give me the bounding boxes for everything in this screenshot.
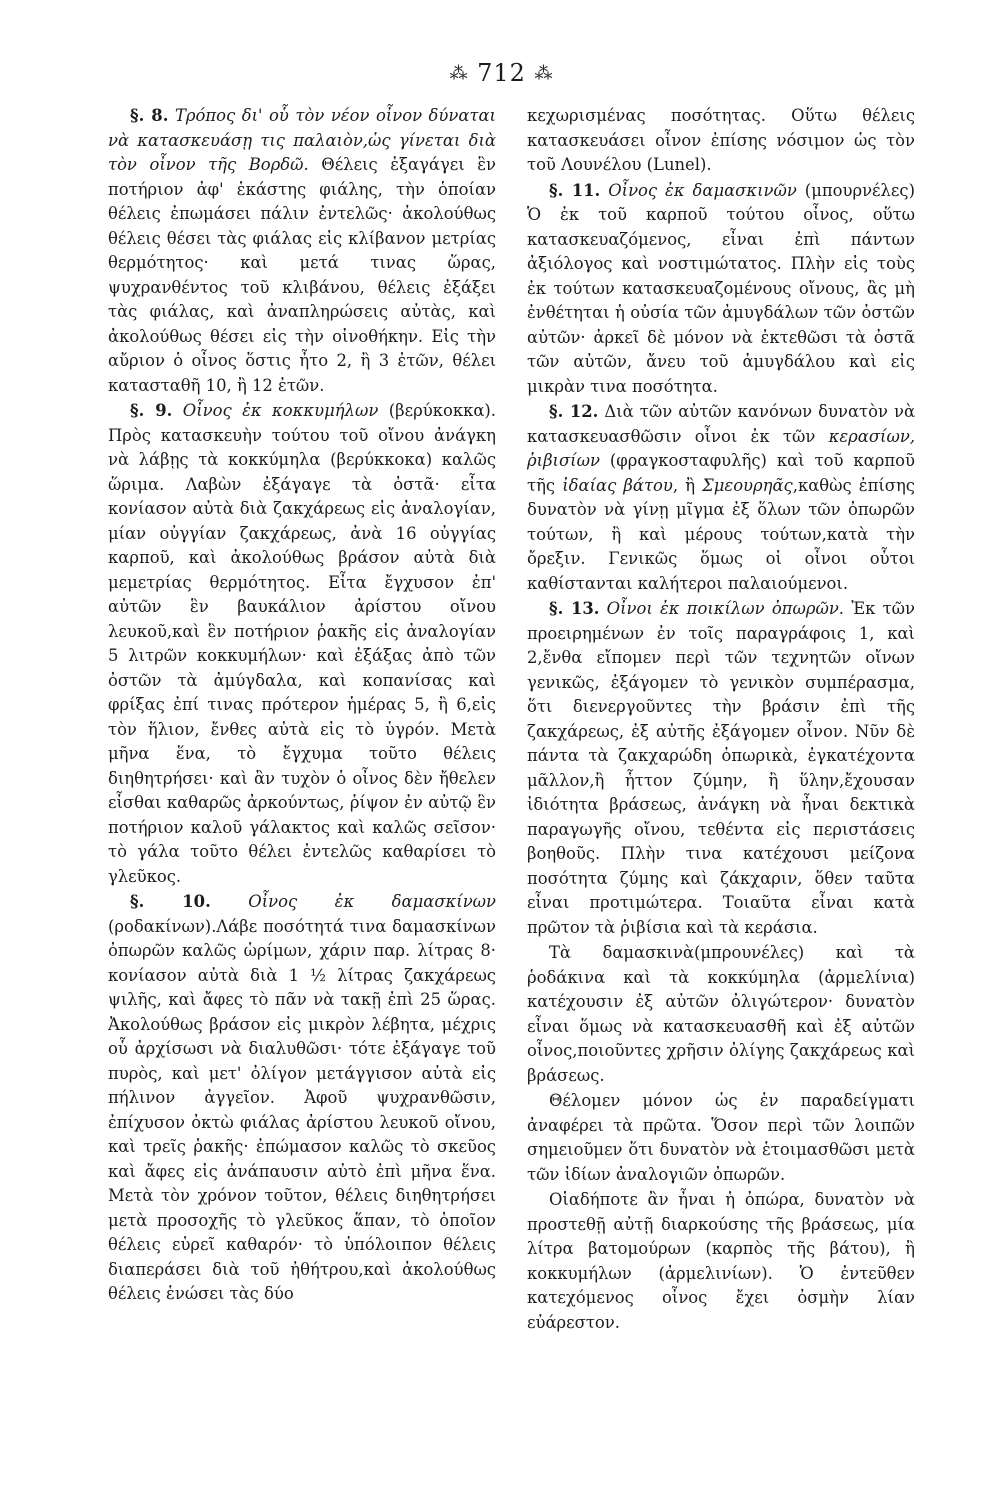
paragraph-text: (ροδακίνων).Λάβε ποσότητά τινα δαμασκίνων ὀπωρῶν καλῶς ὡρίμων, χάριν παρ. λίτρας 8· κονίασον αὐτὰ διὰ 1 ½ λίτρας ζακχάρεως ψιλῆς, καὶ ἄφες τὸ πᾶν νὰ τακῇ ἐπὶ 25 ὥρας. Ἀκολούθως βράσον εἰς μικρὸν λέβητα, μέχρις οὗ ἀρχίσωσι νὰ διαλυθῶσι· τότε ἐξάγαγε τοῦ πυρὸς, καὶ μετ' ὀλίγον μετάγγισον αὐτὰ εἰς πήλινον ἀγγεῖον. Ἀφοῦ ψυχρανθῶσιν, ἐπίχυσον ὀκτὼ φιάλας ἀρίστου λευκοῦ οἴνου, καὶ τρεῖς ῥακῆς· ἐπώμασον καλῶς τὸ σκεῦος καὶ ἄφες εἰς ἀνάπαυσιν αὐτὸ ἐπὶ μῆνα ἕνα. Μετὰ τὸν χρόνον τοῦτον, θέλεις διηθητρήσει μετὰ προσοχῆς τὸ γλεῦκος ἅπαν, τὸ ὁποῖον θέλεις εὑρεῖ καθαρόν· τὸ ὑπόλοιπον θέλεις διαπεράσει διὰ τοῦ ἠθήτρου,καὶ ἀκολούθως θέλεις ἑνώσει τὰς δύο	[108, 916, 496, 1303]
paragraph-text: Τὰ δαμασκινὰ(μπρουνέλες) καὶ τὰ ῥοδάκινα καὶ τὰ κοκκύμηλα (ἀρμελίνια) κατέχουσιν ἐξ αὐτῶν ὀλιγώτερον· δυνατὸν εἶναι ὅμως νὰ κατασκευασθῆ καὶ ἐξ αὐτῶν οἶνος,ποιοῦντες χρῆσιν ὀλίγης ζακχάρεως καὶ βράσεως.	[527, 943, 915, 1085]
paragraph-section-9	[108, 399, 496, 889]
paragraph-example	[527, 1089, 915, 1187]
paragraph-text: Θέλομεν μόνον ὡς ἐν παραδείγματι ἀναφέρει τὰ πρῶτα. Ὅσον περὶ τῶν λοιπῶν σημειοῦμεν ὅτι δυνατὸν νὰ ἑτοιμασθῶσι μετὰ τῶν ἰδίων ἀναλογιῶν ὀπωρῶν.	[527, 1091, 915, 1184]
left-column	[108, 104, 496, 1308]
italic-term: ἰδαίας βάτου	[562, 475, 673, 495]
paragraph-continuation	[527, 104, 915, 178]
paragraph-section-13	[527, 597, 915, 940]
paragraph-text: Ἐκ τῶν προειρημένων ἐν τοῖς παραγράφοις 1, καὶ 2,ἔνθα εἴπομεν περὶ τῶν τεχνητῶν οἴνων γενικῶς, ἐξάγομεν τὸ γενικὸν συμπέρασμα, ὅτι διενεργοῦντες τὴν βράσιν ἐπὶ τῆς ζακχάρεως, ἐξ αὐτῆς ἐξάγομεν οἶνον. Νῦν δὲ πάντα τὰ ζακχαρώδη ὀπωρικὰ, ἐγκατέχοντα μᾶλλον,ἢ ἧττον ζύμην, ἢ ὕλην,ἔχουσαν ἰδιότητα βράσεως, ἀνάγκη νὰ ἦναι δεκτικὰ παραγωγῆς οἴνου, τεθέντα εἰς περιστάσεις βοηθοῦς. Πλὴν τινα κατέχουσι μείζονα ποσότητα ζύμης καὶ ζάκχαριν, ὅθεν ταῦτα εἶναι προτιμώτερα. Τοιαῦτα εἶναι κατὰ πρῶτον τὰ ῥιβίσια καὶ τὰ κεράσια.	[527, 599, 915, 937]
ornament-right-icon: ⁂	[534, 63, 554, 84]
paragraph-text: Θέλεις ἐξαγάγει ἓν ποτήριον ἀφ' ἑκάστης φιάλης, τὴν ὁποίαν θέλεις ἐπωμάσει πάλιν ἐντελῶς· ἀκολούθως θέλεις θέσει τὰς φιάλας εἰς κλίβανον μετρίας θερμότητος· καὶ μετά τινας ὥρας, ψυχρανθέντος τοῦ κλιβάνου, θέλεις ἐξάξει τὰς φιάλας, καὶ ἀναπληρώσεις αὐτὰς, καὶ ἀκολούθως θέσει εἰς τὴν οἰνοθήκην. Εἰς τὴν αὔριον ὁ οἶνος ὅστις ἦτο 2, ἢ 3 ἐτῶν, θέλει κατασταθῆ 10, ἢ 12 ἐτῶν.	[108, 155, 496, 395]
section-number: §. 12.	[549, 402, 599, 421]
section-number: §. 9.	[130, 401, 173, 420]
section-number: §. 8.	[130, 106, 169, 125]
section-title: Τρόπος δι' οὗ τὸν νέον οἶνον δύναται νὰ κατασκευάσῃ τις παλαιὸν,ὡς γίνεται διὰ τὸν οἶνον τῆς Βορδῶ.	[108, 106, 496, 174]
ornament-left-icon: ⁂	[449, 63, 469, 84]
paragraph-text: κεχωρισμένας ποσότητας. Οὕτω θέλεις κατασκευάσει οἶνον ἐπίσης νόσιμον ὡς τὸν τοῦ Λουνέλου (Lunel).	[527, 106, 915, 174]
page-header	[0, 58, 1003, 89]
italic-term: κερασίων, ῥιβισίων	[527, 426, 915, 470]
paragraph-fruits	[527, 941, 915, 1088]
section-title: Οἶνος ἐκ δαμασκίνων	[248, 892, 496, 911]
section-title: Οἶνοι ἐκ ποικίλων ὀπωρῶν.	[606, 599, 845, 618]
paragraph-section-8	[108, 104, 496, 398]
section-title: Οἶνος ἐκ δαμασκινῶν	[608, 180, 797, 200]
paragraph-section-12	[527, 400, 915, 596]
paragraph-text: , ἢ	[672, 475, 703, 495]
paragraph-text: (μπουρνέλες) Ὁ ἐκ τοῦ καρποῦ τούτου οἶνος, οὕτω κατασκευαζόμενος, εἶναι ἐπὶ πάντων ἀξιόλογος καὶ νοστιμώτατος. Πλὴν εἰς τοὺς ἐκ τούτων κατασκευαζομένους οἴνους, ἂς μὴ ἐνθέτηται ἡ οὐσία τῶν ἀμυγδάλων τῶν ὀστῶν αὐτῶν· ἀρκεῖ δὲ μόνον νὰ ἐκτεθῶσι τὰ ὀστᾶ τῶν αὐτῶν, ἄνευ τοῦ ἀμυγδάλου καὶ εἰς μικρὰν τινα ποσότητα.	[527, 180, 915, 396]
paragraph-text: Διὰ τῶν αὐτῶν κανόνων δυνατὸν νὰ κατασκευασθῶσιν οἶνοι ἐκ τῶν	[527, 402, 916, 446]
right-column	[527, 104, 915, 1336]
section-number: §. 13.	[549, 599, 600, 618]
paragraph-section-11	[527, 179, 915, 400]
paragraph-text: (φραγκοσταφυλῆς) καὶ τοῦ καρποῦ τῆς	[527, 451, 915, 495]
paragraph-text: ,καθὼς ἐπίσης δυνατὸν νὰ γίνῃ μῖγμα ἐξ ὅλων τῶν ὀπωρῶν τούτων, ἢ καὶ μέρους τούτων,κατὰ τὴν ὄρεξιν. Γενικῶς ὅμως οἱ οἶνοι οὗτοι καθίστανται καλήτεροι παλαιούμενοι.	[527, 475, 915, 593]
section-number: §. 11.	[549, 180, 601, 200]
paragraph-text: (βερύκοκκα). Πρὸς κατασκευὴν τούτου τοῦ οἴνου ἀνάγκη νὰ λάβῃς τὰ κοκκύμηλα (βερύκκοκα) καλῶς ὥριμα. Λαβὼν ἐξάγαγε τὰ ὀστᾶ· εἶτα κονίασον αὐτὰ διὰ ζακχάρεως εἰς ἀναλογίαν, μίαν οὐγγίαν ζακχάρεως, ἀνὰ 16 οὐγγίας καρποῦ, καὶ ἀκολούθως βράσον αὐτὰ διὰ μεμετρίας θερμότητος. Εἶτα ἔγχυσον ἐπ' αὐτῶν ἓν βαυκάλιον ἀρίστου οἴνου λευκοῦ,καὶ ἓν ποτήριον ῥακῆς εἰς ἀναλογίαν 5 λιτρῶν κοκκυμήλων· καὶ ἐξάξας ἀπὸ τῶν ὀστῶν τὰ ἀμύγδαλα, καὶ κοπανίσας καὶ φρίξας ἐπί τινας πρότερον ἡμέρας 5, ἢ 6,εἰς τὸν ἥλιον, ἔνθες αὐτὰ εἰς τὸ ὑγρόν. Μετὰ μῆνα ἕνα, τὸ ἔγχυμα τοῦτο θέλεις διηθητρήσει· καὶ ἂν τυχὸν ὁ οἶνος δὲν ἤθελεν εἶσθαι καθαρῶς ἀρκούντως, ῥίψον ἐν αὐτῷ ἓν ποτήριον καλοῦ γάλακτος καὶ καλῶς σεῖσον· τὸ γάλα τοῦτο θέλει ἐντελῶς καθαρίσει τὸ γλεῦκος.	[108, 401, 496, 886]
paragraph-section-10	[108, 890, 496, 1307]
italic-term: Σμεουρηᾶς	[702, 475, 793, 495]
section-number: §. 10.	[130, 892, 211, 911]
paragraph-any-fruit	[527, 1188, 915, 1335]
section-title: Οἶνος ἐκ κοκκυμήλων	[182, 401, 379, 420]
paragraph-text: Οἱαδήποτε ἂν ἦναι ἡ ὀπώρα, δυνατὸν νὰ προστεθῇ αὐτῇ διαρκούσης τῆς βράσεως, μία λίτρα βατομούρων (καρπὸς τῆς βάτου), ἢ κοκκυμήλων (ἀρμελινίων). Ὁ ἐντεῦθεν κατεχόμενος οἶνος ἔχει ὀσμὴν λίαν εὐάρεστον.	[527, 1190, 915, 1332]
page-number: 712	[477, 59, 526, 87]
